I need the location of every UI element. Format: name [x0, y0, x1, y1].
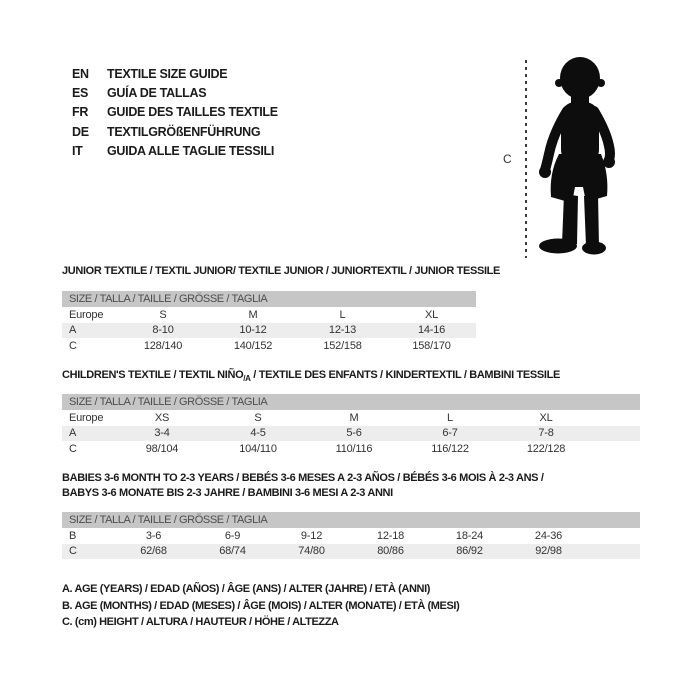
legend-notes	[62, 581, 459, 631]
size-value: L	[447, 411, 453, 424]
note-b: B. AGE (MONTHS) / EDAD (MESES) / ÂGE (MOIS) / ALTER (MONATE) / ETÀ (MESI)	[62, 599, 460, 612]
table-row	[62, 410, 640, 426]
children-size-table	[62, 394, 640, 457]
size-value: 122/128	[526, 442, 566, 455]
size-value: XS	[154, 411, 170, 424]
title-line-1: BABIES 3-6 MONTH TO 2-3 YEARS / BEBÉS 3-6 MESES A 2-3 AÑOS / BÉBÉS 3-6 MOIS À 2-3 ANS /	[62, 472, 544, 484]
size-value: 5-6	[306, 426, 402, 442]
size-value: 7-8	[498, 426, 594, 442]
language-row-it	[72, 141, 278, 160]
size-value: 116/122	[431, 442, 469, 455]
table-header-row	[62, 394, 640, 410]
size-value: 74/80	[272, 544, 351, 560]
baby-silhouette-icon	[534, 56, 626, 256]
table-row	[62, 338, 476, 354]
title-subscript: /A	[243, 374, 251, 384]
size-value: 3-6	[145, 529, 162, 542]
language-guide	[72, 64, 278, 160]
table-row	[62, 441, 640, 457]
filler-cell	[588, 528, 640, 544]
title-part: / TEXTILE DES ENFANTS / KINDERTEXTIL / BAMBINI TESSILE	[250, 369, 560, 381]
size-value: 128/140	[143, 339, 183, 352]
size-value: 68/74	[193, 544, 272, 560]
filler-cell	[588, 544, 640, 560]
section-title-children	[62, 369, 560, 385]
size-value: 104/110	[239, 442, 277, 455]
size-value: M	[349, 411, 359, 424]
junior-size-table	[62, 291, 476, 354]
size-header: SIZE / TALLA / TAILLE / GRÖSSE / TAGLIA	[62, 291, 476, 307]
size-value: 12-18	[376, 529, 405, 542]
table-row	[62, 323, 476, 339]
size-value: 4-5	[210, 426, 306, 442]
size-header: SIZE / TALLA / TAILLE / GRÖSSE / TAGLIA	[62, 394, 640, 410]
language-code: FR	[72, 105, 89, 120]
language-row-en	[72, 64, 278, 83]
section-title-babies	[62, 471, 622, 501]
language-label: GUÍA DE TALLAS	[107, 85, 207, 100]
size-value: 8-10	[118, 323, 208, 339]
title-part: CHILDREN'S TEXTILE / TEXTIL NIÑO	[62, 369, 244, 381]
row-label: Europe	[69, 308, 104, 321]
filler-cell	[594, 410, 640, 426]
size-value: 24-36	[534, 529, 563, 542]
size-value: M	[248, 308, 258, 321]
size-value: 18-24	[455, 529, 484, 542]
table-row	[62, 307, 476, 323]
size-value: 110/116	[335, 442, 373, 455]
table-row	[62, 426, 640, 442]
table-row	[62, 528, 640, 544]
size-value: 80/86	[351, 544, 430, 560]
table-header-row	[62, 512, 640, 528]
row-label: C	[69, 442, 77, 455]
section-title-junior: JUNIOR TEXTILE / TEXTIL JUNIOR/ TEXTILE JUNIOR / JUNIORTEXTIL / JUNIOR TESSILE	[62, 265, 501, 277]
table-row	[62, 544, 640, 560]
size-value: S	[254, 411, 262, 424]
note-c: C. (cm) HEIGHT / ALTURA / HAUTEUR / HÖHE / ALTEZZA	[62, 616, 339, 628]
language-label: GUIDA ALLE TAGLIE TESSILI	[107, 143, 275, 158]
language-row-fr	[72, 103, 278, 122]
language-code: DE	[72, 124, 89, 139]
size-value: 12-13	[298, 323, 387, 339]
size-value: 6-9	[224, 529, 241, 542]
size-value: L	[339, 308, 346, 321]
row-label: C	[69, 339, 77, 352]
row-label: Europe	[69, 411, 104, 424]
row-label: B	[69, 529, 77, 542]
row-label: A	[62, 323, 118, 339]
row-label: C	[62, 544, 114, 560]
size-value: 92/98	[509, 544, 588, 560]
height-measure-dashed-line	[525, 60, 527, 258]
size-value: 98/104	[145, 442, 179, 455]
language-code: ES	[72, 85, 89, 100]
size-value: 140/152	[233, 339, 273, 352]
row-label: A	[62, 426, 114, 442]
language-label: GUIDE DES TAILLES TEXTILE	[107, 105, 278, 120]
size-value: XL	[539, 411, 553, 424]
language-label: TEXTILE SIZE GUIDE	[107, 66, 228, 81]
size-header: SIZE / TALLA / TAILLE / GRÖSSE / TAGLIA	[62, 512, 640, 528]
size-value: 86/92	[430, 544, 509, 560]
size-value: 6-7	[402, 426, 498, 442]
language-row-es	[72, 83, 278, 102]
size-value: 3-4	[114, 426, 210, 442]
size-value: 9-12	[300, 529, 323, 542]
size-value: 62/68	[114, 544, 193, 560]
filler-cell	[594, 426, 640, 442]
height-measure-label: C	[503, 152, 512, 166]
language-code: IT	[72, 143, 83, 158]
size-value: 10-12	[208, 323, 298, 339]
size-value: XL	[425, 308, 439, 321]
filler-cell	[594, 441, 640, 457]
language-code: EN	[72, 66, 89, 81]
size-value: S	[159, 308, 167, 321]
size-value: 152/158	[323, 339, 362, 352]
language-label: TEXTILGRÖßENFÜHRUNG	[107, 124, 261, 139]
language-row-de	[72, 122, 278, 141]
title-line-2: BABYS 3-6 MONATE BIS 2-3 JAHRE / BAMBINI 3-6 MESI A 2-3 ANNI	[62, 487, 393, 499]
note-a: A. AGE (YEARS) / EDAD (AÑOS) / ÂGE (ANS) / ALTER (JAHRE) / ETÀ (ANNI)	[62, 583, 430, 595]
babies-size-table	[62, 512, 640, 559]
size-value: 158/170	[412, 339, 451, 352]
table-header-row	[62, 291, 476, 307]
size-value: 14-16	[387, 323, 476, 339]
